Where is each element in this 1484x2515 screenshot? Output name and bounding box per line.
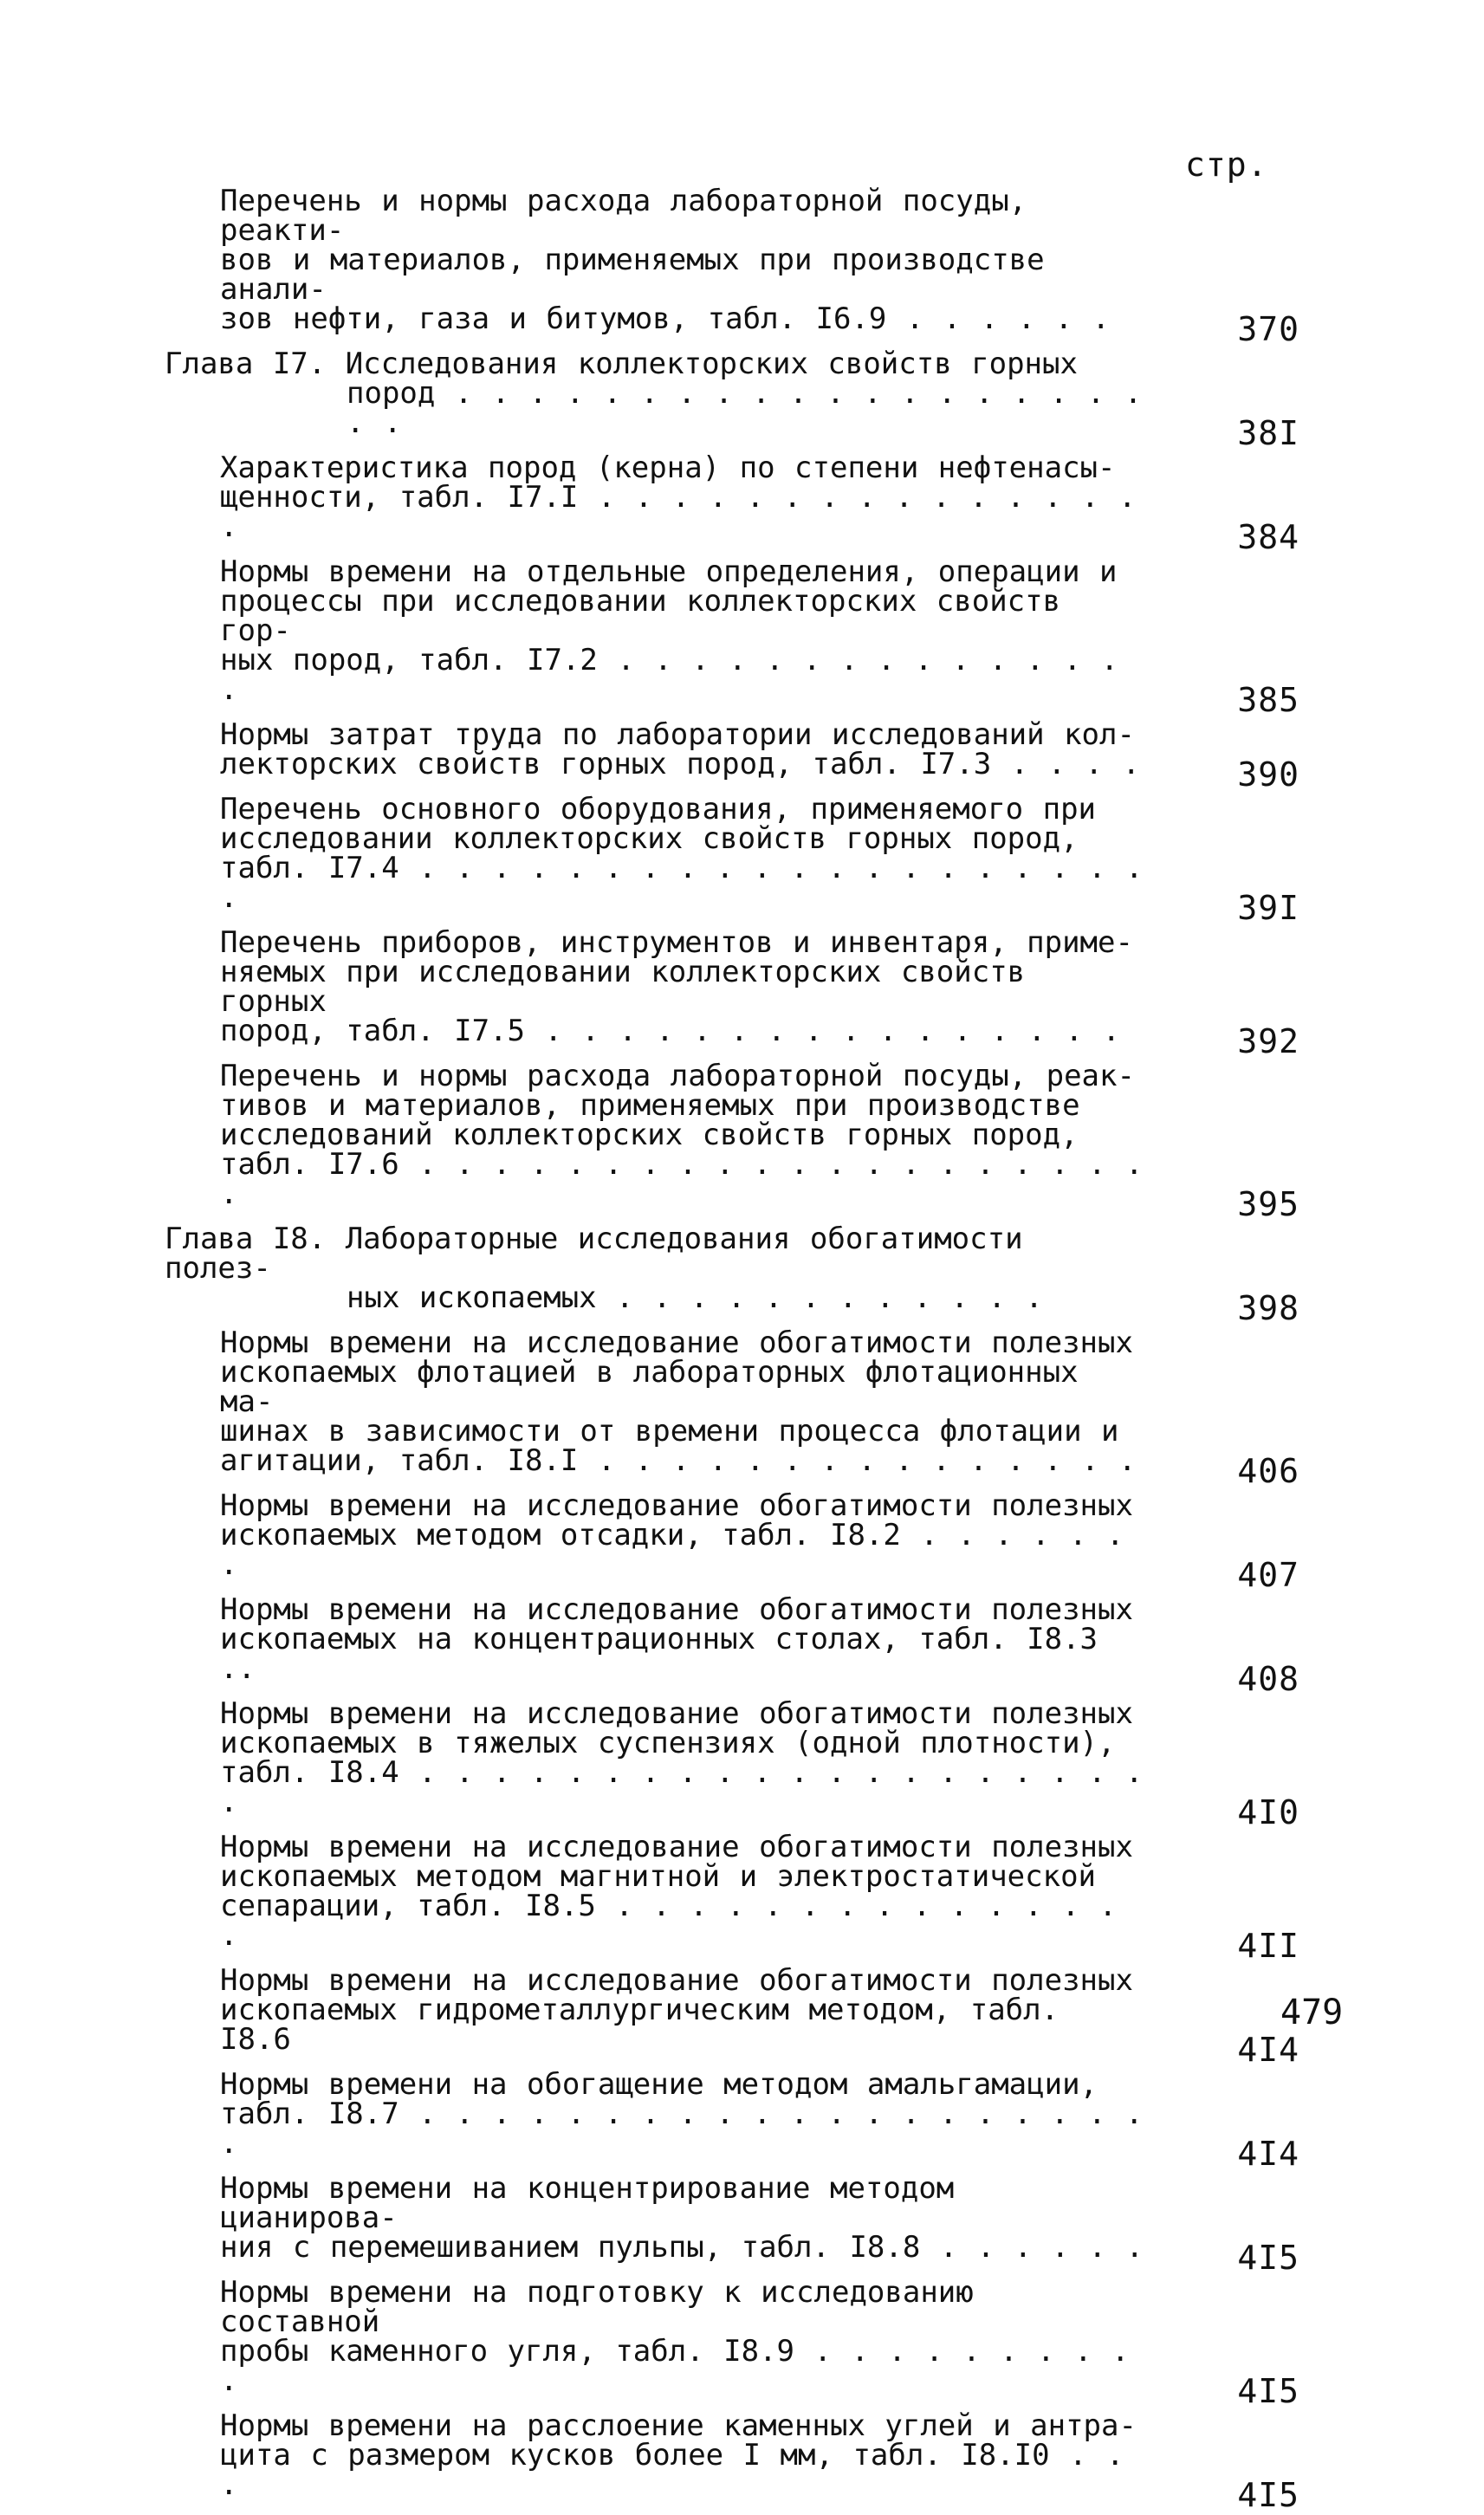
toc-entry [165, 717, 1317, 794]
toc-chapter-entry [165, 1222, 1317, 1327]
toc-page-number: 4I4 [1237, 2031, 1299, 2069]
toc-page-number: 4I5 [1237, 2372, 1299, 2410]
toc-entry-title: Нормы времени на концентрирование методом цианирова- ния с перемешиванием пульпы, табл. I8.8 . . . . . . [220, 2171, 1144, 2265]
toc-entry [165, 2171, 1317, 2277]
toc-entry-title: Нормы времени на исследование обогатимости полезных ископаемых на концентрационных столах, табл. I8.3 .. [220, 1592, 1133, 1686]
toc-page-number: 384 [1237, 518, 1299, 556]
toc-page-number: 4I0 [1237, 1793, 1299, 1831]
toc-entry-title: Нормы времени на исследование обогатимости полезных ископаемых флотацией в лабораторных флотационных ма- шинах в зависимости от времени процесса флотации и агитации, табл. I8.I . . . . . . . . . . . . . . . [220, 1326, 1137, 1478]
toc-page-number: 390 [1237, 755, 1299, 794]
toc-page-number: 406 [1237, 1452, 1299, 1490]
toc-entry [165, 925, 1317, 1060]
toc-page-number: 385 [1237, 681, 1299, 719]
toc-page-number: 408 [1237, 1660, 1299, 1698]
toc-entry [165, 1326, 1317, 1490]
toc-entry [165, 184, 1317, 348]
toc-entry [165, 1592, 1317, 1698]
toc-page-number: 392 [1237, 1022, 1299, 1060]
page-column-label: стр. [1185, 146, 1268, 184]
toc-entry [165, 1830, 1317, 1965]
toc-entry-title: Нормы затрат труда по лаборатории исследований кол- лекторских свойств горных пород, табл. I7.3 . . . . [220, 717, 1140, 781]
toc-page-number: 395 [1237, 1185, 1299, 1223]
toc-entry-title: Перечень и нормы расхода лабораторной посуды, реак- тивов и материалов, применяемых при производстве исследований коллекторских свойств горных пород, табл. I7.6 . . . . . . . . . . . . . . . . . . . . . [220, 1059, 1144, 1211]
toc-entry-title: Нормы времени на исследование обогатимости полезных ископаемых методом магнитной и электростатической сепарации, табл. I8.5 . . . . . . . . . . . . . . . [220, 1830, 1133, 1953]
toc-page-number: 370 [1237, 310, 1299, 348]
toc-chapter-continuation: ных ископаемых . . . . . . . . . . . . [347, 1280, 1043, 1315]
toc-page-number: 4I5 [1237, 2476, 1299, 2514]
toc-entry-title: Нормы времени на отдельные определения, операции и процессы при исследовании коллекторских свойств гор- ных пород, табл. I7.2 . . . . . . . . . . . . . . . [220, 554, 1119, 707]
page-number: 479 [1280, 1993, 1344, 2032]
toc-entry [165, 1696, 1317, 1831]
toc-page-number: 4II [1237, 1927, 1299, 1965]
toc-entry [165, 1488, 1317, 1594]
toc-entry-title: Перечень и нормы расхода лабораторной посуды, реакти- вов и материалов, применяемых при производстве анали- зов нефти, газа и битумов, табл. I6.9 . . . . . . [220, 184, 1111, 336]
toc-chapter-entry [165, 347, 1317, 452]
toc-entry [165, 450, 1317, 556]
toc-entry [165, 2275, 1317, 2410]
toc-entry-title: Перечень основного оборудования, применяемого при исследовании коллекторских свойств горных пород, табл. I7.4 . . . . . . . . . . . . . . . . . . . . . [220, 792, 1144, 915]
toc-page-number: 39I [1237, 889, 1299, 927]
table-of-contents [165, 186, 1317, 2515]
toc-page-number: 38I [1237, 414, 1299, 452]
toc-entry-title: Характеристика пород (керна) по степени нефтенасы- щенности, табл. I7.I . . . . . . . . . . . . . . . . [220, 450, 1137, 544]
toc-entry-title: Перечень приборов, инструментов и инвентаря, приме- няемых при исследовании коллекторских свойств горных пород, табл. I7.5 . . . . . . . . . . . . . . . . [220, 925, 1133, 1048]
toc-entry [165, 792, 1317, 927]
toc-entry-title: Нормы времени на исследование обогатимости полезных ископаемых методом отсадки, табл. I8.2 . . . . . . . [220, 1488, 1133, 1582]
toc-entry [165, 2408, 1317, 2514]
toc-entry [165, 554, 1317, 719]
toc-page-number: 398 [1237, 1289, 1299, 1327]
toc-entry-title: Глава I8. Лабораторные исследования обогатимости полез- ных ископаемых . . . . . . . . . . . . [165, 1224, 1317, 1313]
toc-page-number: 4I5 [1237, 2239, 1299, 2277]
toc-page-number: 4I4 [1237, 2135, 1299, 2173]
toc-entry [165, 1963, 1317, 2069]
toc-entry-title: Нормы времени на обогащение методом амальгамации, табл. I8.7 . . . . . . . . . . . . . . . . . . . . . [220, 2067, 1144, 2161]
toc-entry-title: Нормы времени на исследование обогатимости полезных ископаемых гидрометаллургическим методом, табл. I8.6 [220, 1963, 1133, 2057]
toc-entry [165, 1059, 1317, 1223]
toc-entry-title: Нормы времени на исследование обогатимости полезных ископаемых в тяжелых суспензиях (одной плотности), табл. I8.4 . . . . . . . . . . . . . . . . . . . . . [220, 1696, 1144, 1819]
toc-entry [165, 2067, 1317, 2173]
toc-page-number: 407 [1237, 1556, 1299, 1594]
toc-entry-title: Глава I7. Исследования коллекторских свойств горных пород . . . . . . . . . . . . . . . . . . . . . [165, 347, 1143, 440]
toc-entry-title: Нормы времени на расслоение каменных углей и антра- цита с размером кусков более I мм, табл. I8.I0 . . . [220, 2408, 1137, 2502]
toc-entry-title: Нормы времени на подготовку к исследованию составной пробы каменного угля, табл. I8.9 . . . . . . . . . . [220, 2275, 1130, 2398]
toc-chapter-continuation: пород . . . . . . . . . . . . . . . . . . . . . [347, 376, 1143, 440]
